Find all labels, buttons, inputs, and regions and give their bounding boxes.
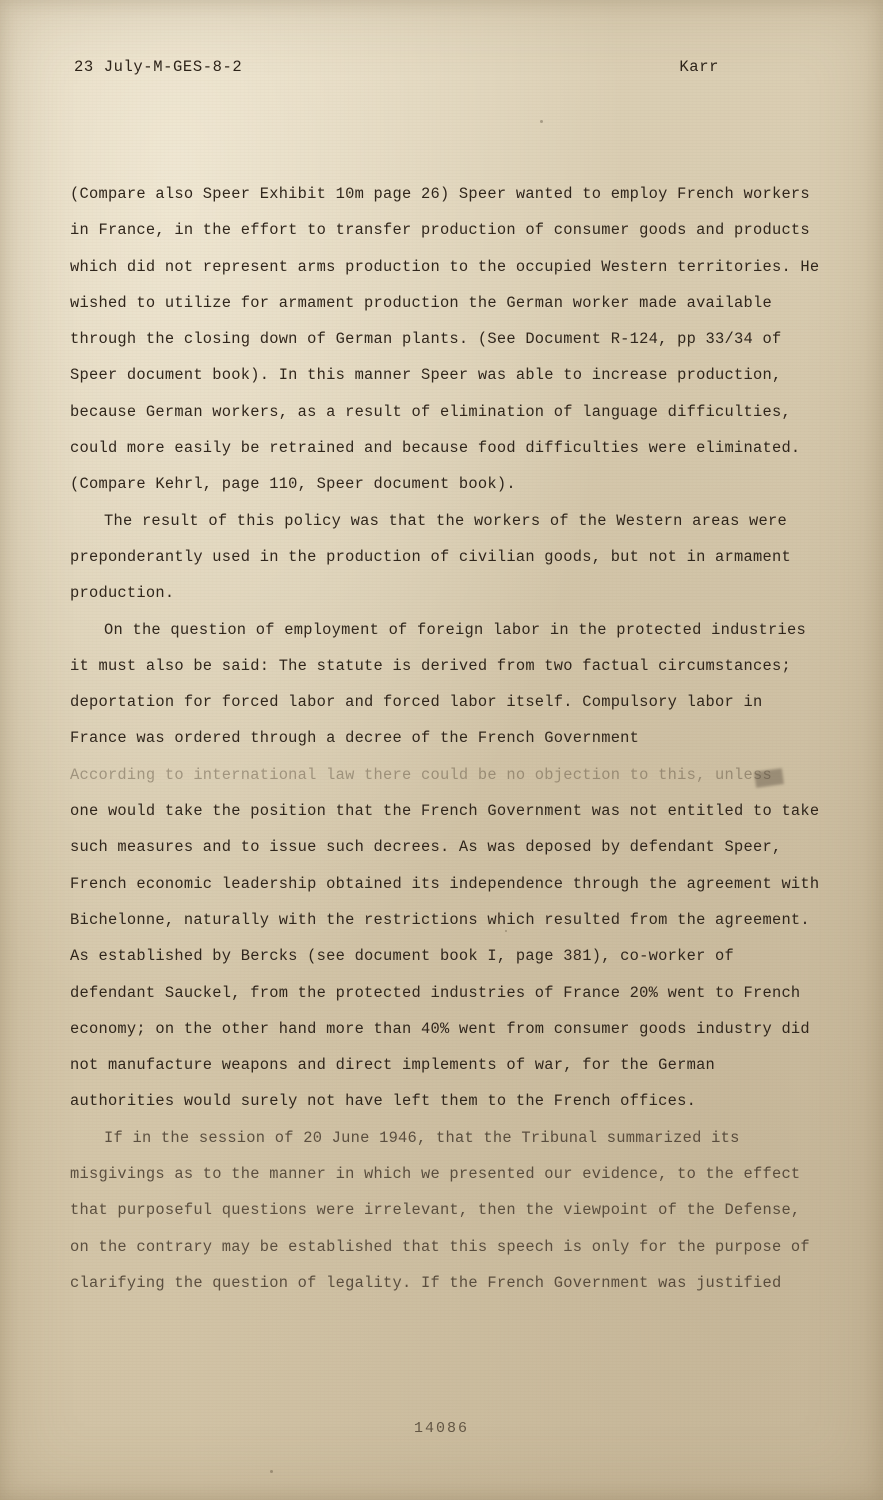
page-footer [0,1420,883,1437]
paper-speck [540,120,543,123]
document-body [70,176,822,1301]
header-reporter-name: Karr [679,58,719,76]
paragraph-1: (Compare also Speer Exhibit 10m page 26) Speer wanted to employ French workers in France, in the effort to transfer production of consumer goods and products which did not represent arms production to the occupied Western territories. He wished to utilize for armament production the German worker made available through the closing down of German plants. (See Document R-124, pp 33/34 of Speer document book). In this manner Speer was able to increase production, because German workers, as a result of elimination of language difficulties, could more easily be retrained and because food difficulties were eliminated. (Compare Kehrl, page 110, Speer document book). [70,185,820,494]
header-document-id: 23 July-M-GES-8-2 [74,58,243,76]
paragraph-5: If in the session of 20 June 1946, that the Tribunal summarized its misgivings as to the manner in which we presented our evidence, to the effect that purposeful questions were irrelevant, then the viewpoint of the Defense, on the contrary may be established that this speech is only for the purpose of clarifying the question of legality. If the French Government was justified [70,1128,810,1292]
paragraph-3-faded-line: According to international law there could be no objection to this, unless [70,765,772,784]
paragraph-2: The result of this policy was that the workers of the Western areas were preponderantly used in the production of civilian goods, but not in armament production. [70,511,791,603]
page-header [74,58,809,76]
paragraph-4: one would take the position that the French Government was not entitled to take such measures and to issue such decrees. As was deposed by defendant Speer, French economic leadership obtained its independence through the agreement with Bichelonne, naturally with the restrictions which resulted from the agreement. As established by Bercks (see document book I, page 381), co-worker of defendant Sauckel, from the protected industries of France 20% went to French economy; on the other hand more than 40% went from consumer goods industry did not manufacture weapons and direct implements of war, for the German authorities would surely not have left them to the French offices. [70,802,820,1111]
paragraph-3: On the question of employment of foreign labor in the protected industries it must also be said: The statute is derived from two factual circumstances; deportation for forced labor and forced labor itself. Compulsory labor in France was ordered through a decree of the French Government [70,620,806,748]
paper-speck [270,1470,273,1473]
page-number: 14086 [413,1420,469,1437]
